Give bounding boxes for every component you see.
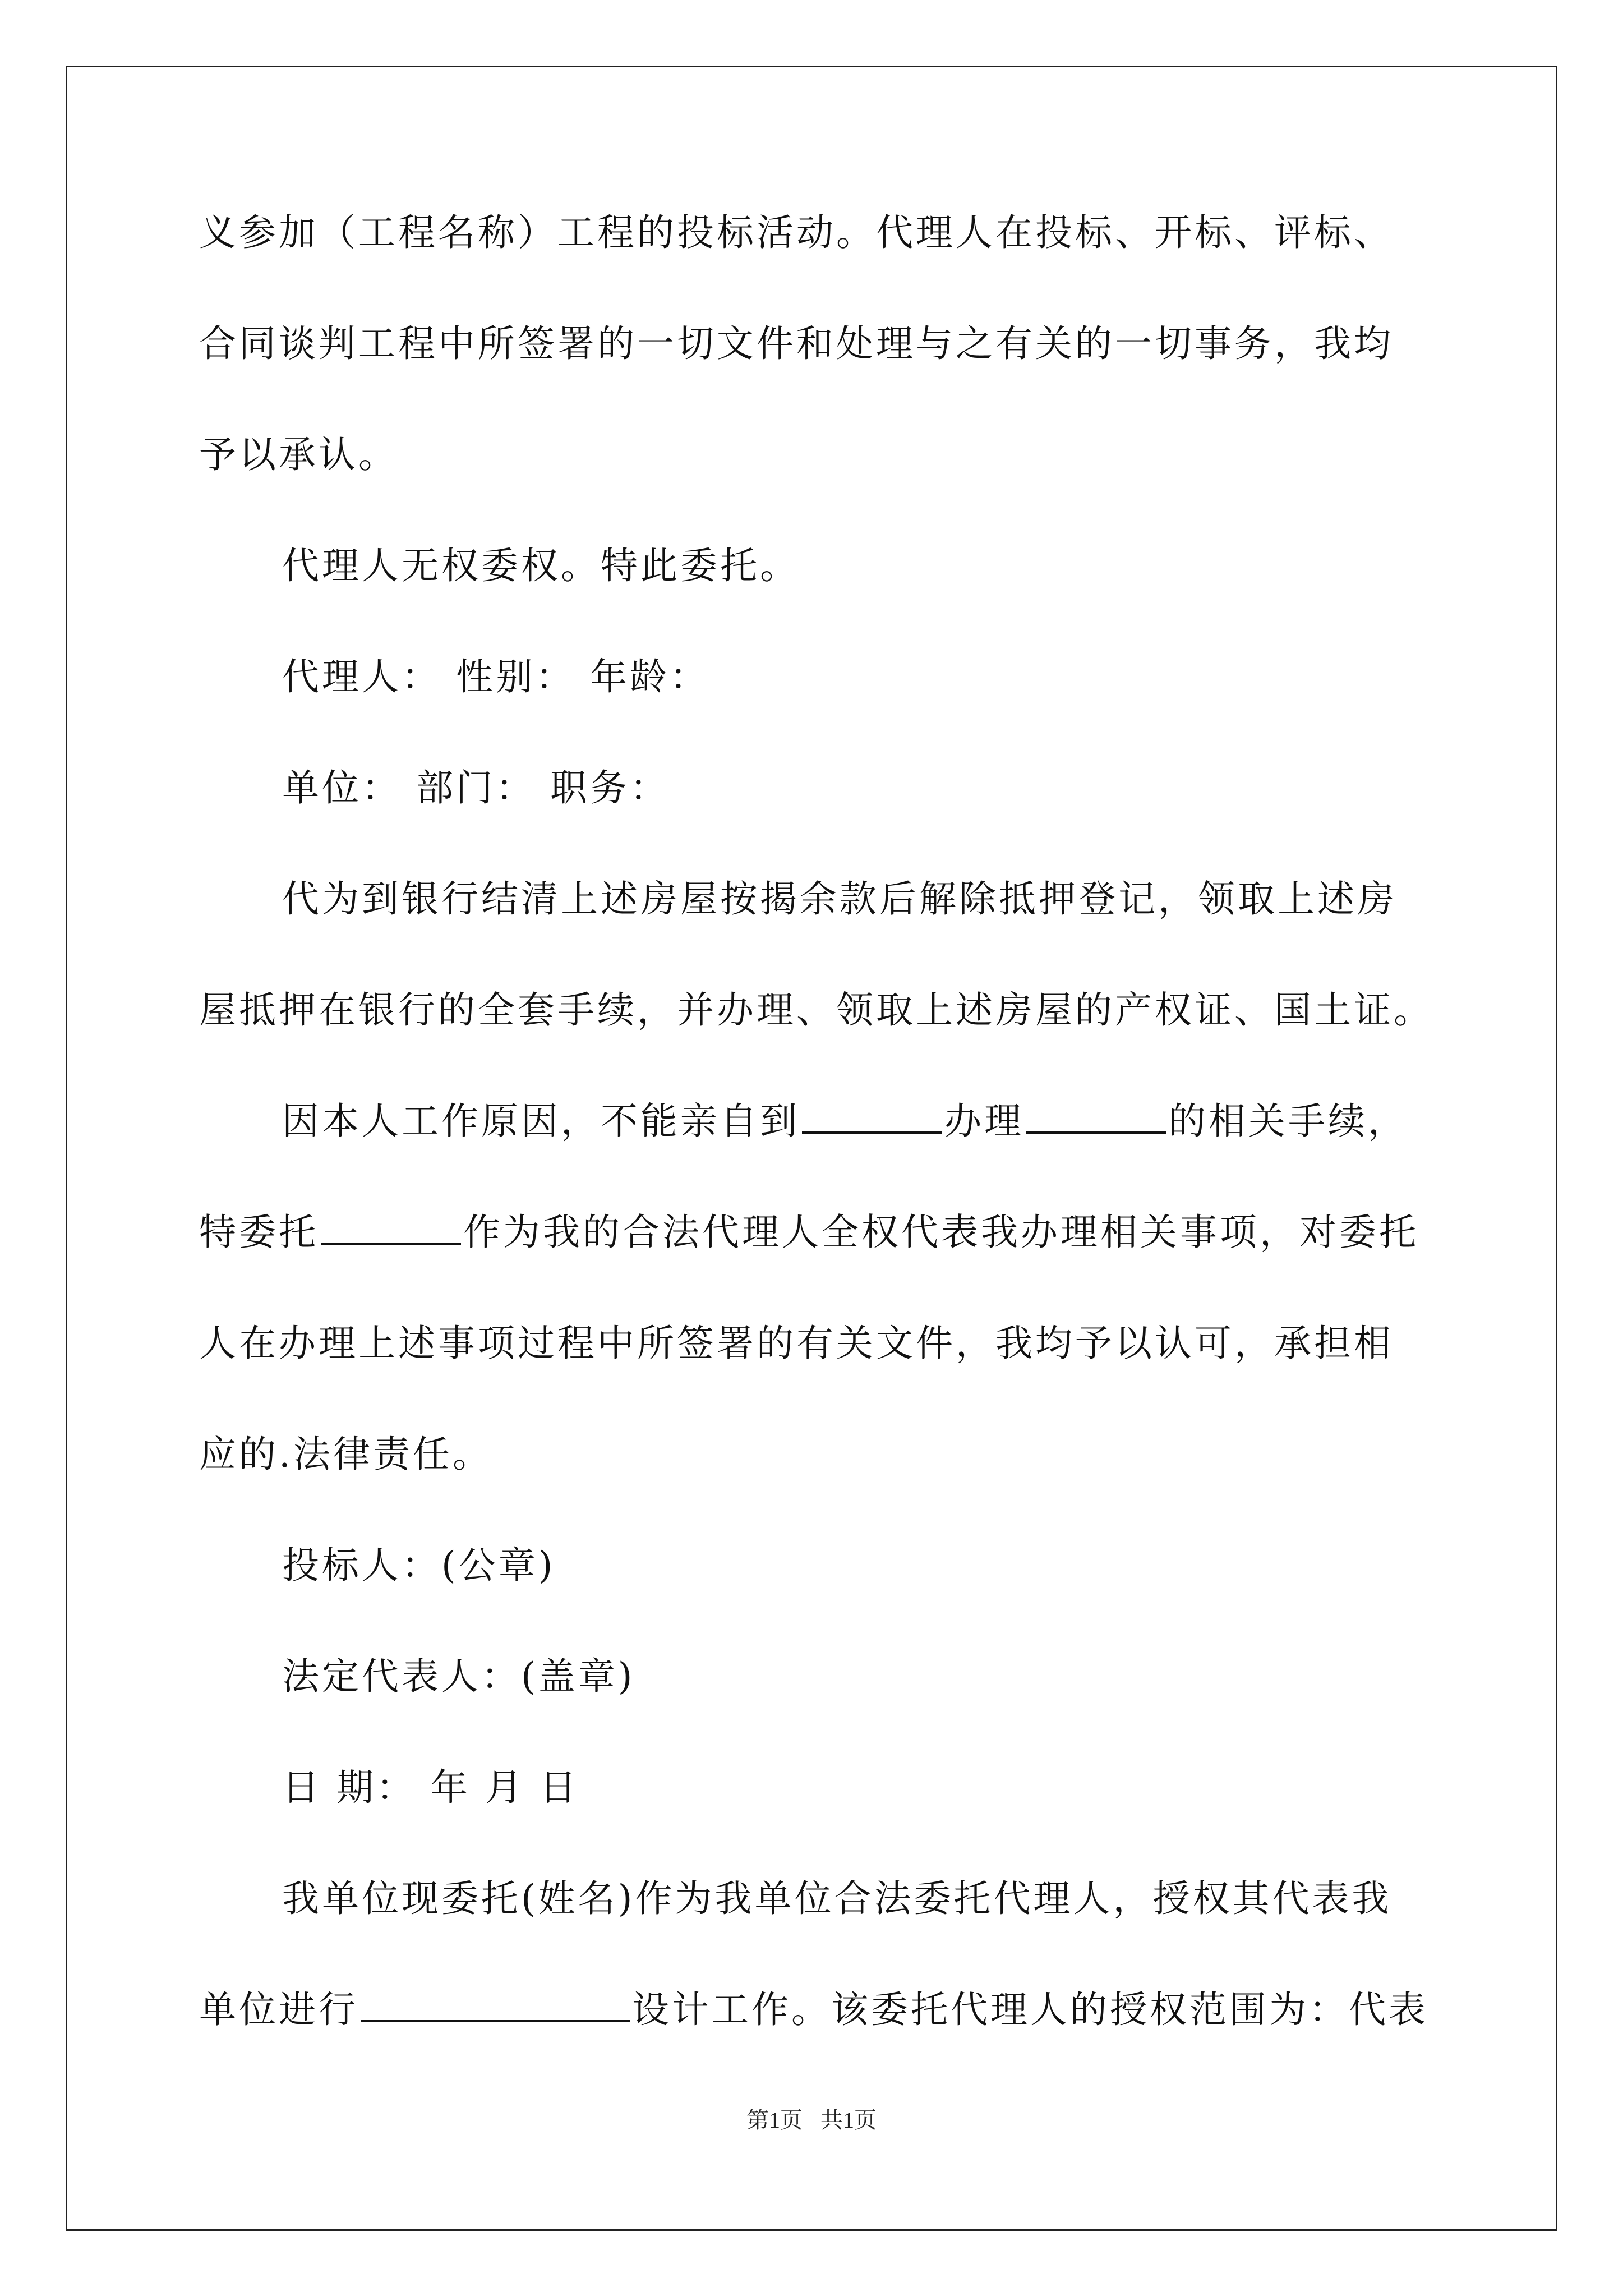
legal-rep-seal-line: 法定代表人：(盖章)	[282, 1655, 635, 1698]
text-segment: 的相关手续，	[1169, 1099, 1408, 1143]
paragraph-line: 屋抵押在银行的全套手续，并办理、领取上述房屋的产权证、国土证。	[199, 988, 1433, 1032]
paragraph-line: 应的.法律责任。	[199, 1433, 492, 1476]
paragraph-line: 人在办理上述事项过程中所签署的有关文件，我均予以认可，承担相	[199, 1322, 1394, 1365]
paragraph-line	[199, 1985, 1428, 2035]
text-segment: 特委托	[199, 1211, 319, 1254]
page-number: 第1页	[746, 2108, 803, 2133]
paragraph-line: 代理人无权委权。特此委托。	[282, 544, 800, 587]
paragraph-line: 予以承认。	[199, 433, 398, 476]
text-segment: 单位进行	[199, 1988, 358, 2031]
text-segment: 设计工作。该委托代理人的授权范围为：代表	[632, 1988, 1428, 2031]
paragraph-line: 代为到银行结清上述房屋按揭余款后解除抵押登记，领取上述房	[282, 877, 1397, 921]
fill-in-blank	[1026, 1099, 1166, 1134]
text-segment: 作为我的合法代理人全权代表我办理相关事项，对委托	[463, 1211, 1419, 1254]
paragraph-line	[282, 1096, 1408, 1147]
paragraph-line: 我单位现委托(姓名)作为我单位合法委托代理人，授权其代表我	[282, 1877, 1392, 1920]
paragraph-line	[199, 1207, 1419, 1258]
page-total: 共1页	[820, 2108, 877, 2133]
paragraph-line: 合同谈判工程中所签署的一切文件和处理与之有关的一切事务，我均	[199, 322, 1394, 365]
bidder-seal-line: 投标人：(公章)	[282, 1544, 556, 1587]
fill-in-blank	[361, 1987, 630, 2022]
date-line: 日 期： 年 月 日	[282, 1766, 579, 1809]
paragraph-line: 义参加（工程名称）工程的投标活动。代理人在投标、开标、评标、	[199, 211, 1394, 254]
fill-in-blank	[321, 1210, 461, 1245]
page-footer	[0, 2106, 1623, 2134]
agent-info-line: 代理人： 性别： 年龄：	[282, 655, 709, 698]
unit-info-line: 单位： 部门： 职务：	[282, 766, 670, 809]
text-segment: 因本人工作原因，不能亲自到	[282, 1099, 800, 1143]
text-segment: 办理	[944, 1099, 1024, 1143]
fill-in-blank	[802, 1099, 942, 1134]
